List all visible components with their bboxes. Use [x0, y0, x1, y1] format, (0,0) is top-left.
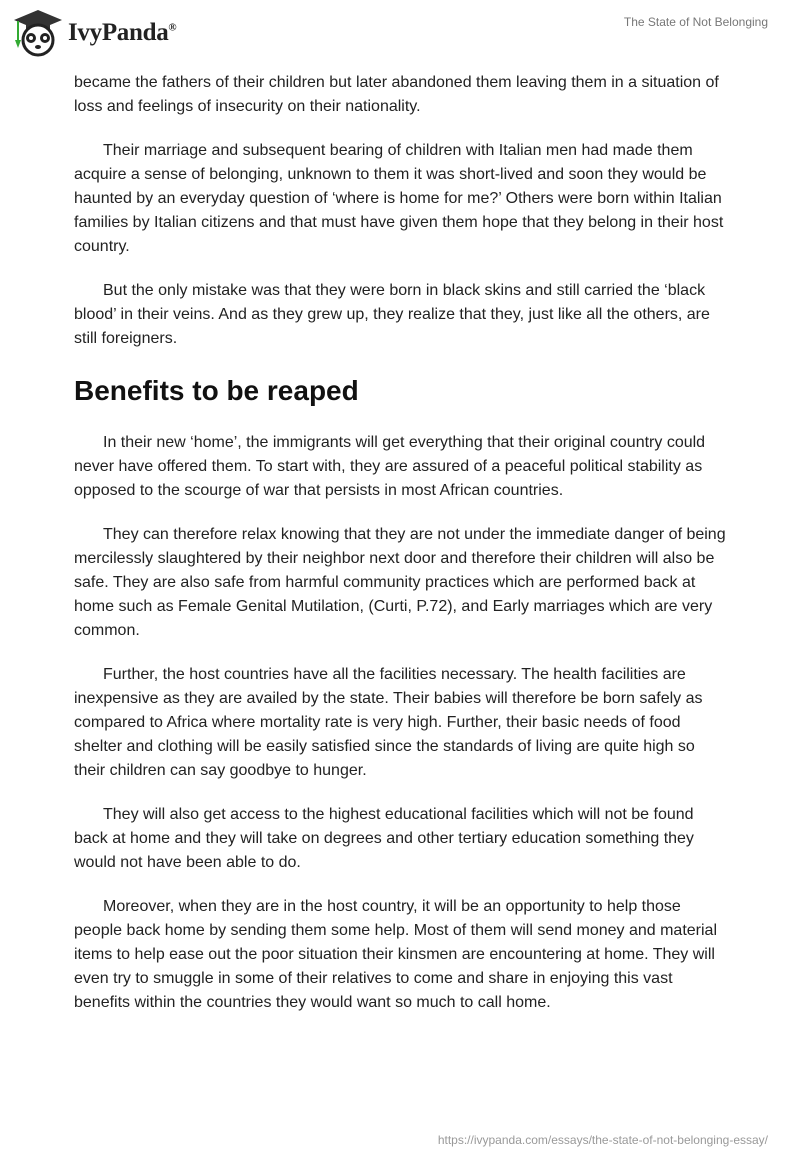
paragraph: They will also get access to the highest educational facilities which will not be found back at home and they will take on degrees and other tertiary education something they would not have been able to do. [74, 806, 694, 871]
paragraph: In their new ‘home’, the immigrants will get everything that their original country could never have offered them. To start with, they are assured of a peaceful political stability as opposed to the scourge of war that persists in most African countries. [74, 434, 706, 499]
paragraph: Further, the host countries have all the facilities necessary. The health facilities are inexpensive as they are availed by the state. Their babies will therefore be born safely as compared to Africa where mortality rate is very high. Further, their basic needs of food shelter and clothing will be easily satisfied since the standards of living are quite high so their children can say goodbye to hunger. [74, 666, 703, 779]
document-title: The State of Not Belonging [623, 15, 768, 29]
paragraph: Their marriage and subsequent bearing of children with Italian men had made them acquire a sense of belonging, unknown to them it was short-lived and soon they would be haunted by an everyday question of ‘where is home for me?’ Others were born within Italian families by Italian citizens and that must have given them hope that they belong in their host country. [74, 142, 724, 255]
logo-text: IvyPanda® [68, 19, 177, 46]
paragraph: But the only mistake was that they were born in black skins and still carried the ‘black blood’ in their veins. And as they grew up, they realize that they, just like all the others, are still foreigners. [74, 282, 710, 347]
section-heading: Benefits to be reaped [74, 375, 359, 406]
panda-logo-icon [12, 8, 64, 58]
ivypanda-logo[interactable] [12, 8, 176, 58]
paragraph: became the fathers of their children but later abandoned them leaving them in a situation of loss and feelings of insecurity on their nationality. [74, 74, 719, 115]
paragraph: Moreover, when they are in the host country, it will be an opportunity to help those people back home by sending them some help. Most of them will send money and material items to help ease out the poor situation their kinsmen are encountering at home. They will even try to smuggle in some of their relatives to come and share in enjoying this vast benefits within the countries they would want so much to call home. [74, 898, 718, 1011]
source-url-link[interactable]: https://ivypanda.com/essays/the-state-of-not-belonging-essay/ [437, 1133, 768, 1147]
essay-content [74, 71, 728, 1035]
paragraph: They can therefore relax knowing that they are not under the immediate danger of being mercilessly slaughtered by their neighbor next door and therefore their children will also be safe. They are also safe from harmful community practices which are performed back at home such as Female Genital Mutilation, (Curti, P.72), and Early marriages which are very common. [74, 526, 726, 639]
